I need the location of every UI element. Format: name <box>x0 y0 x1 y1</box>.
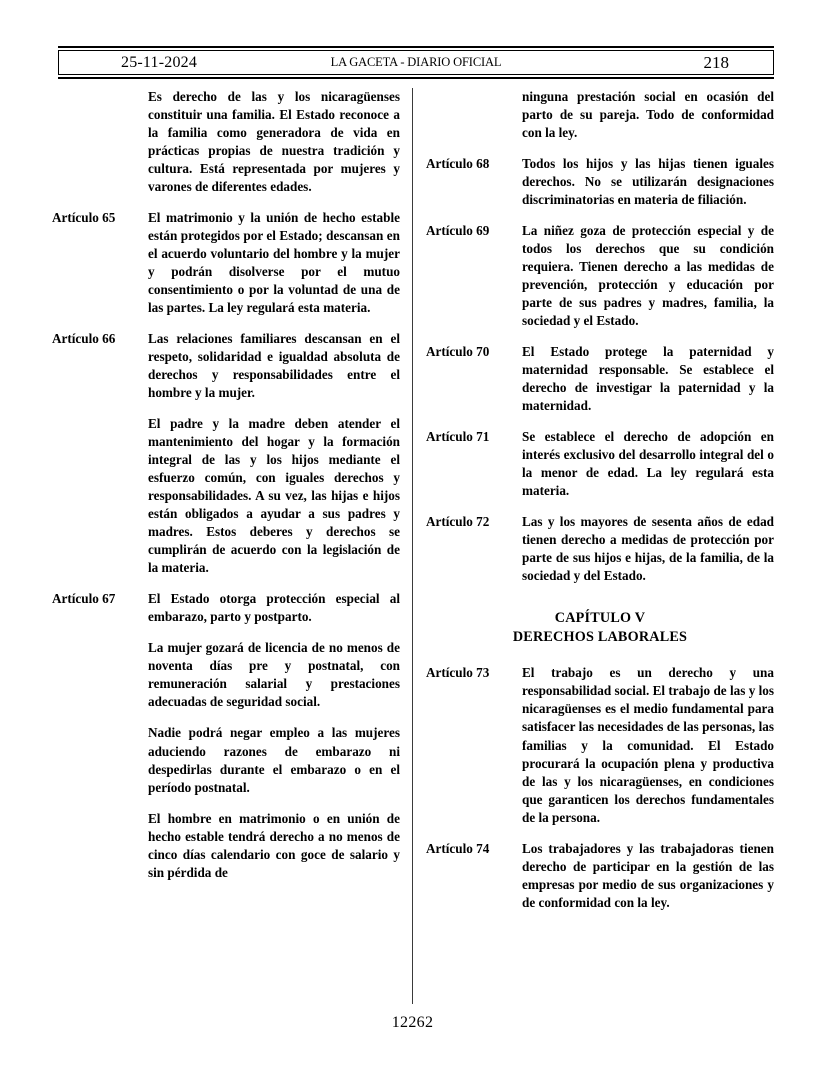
article-label: Artículo 67 <box>52 591 116 607</box>
article-paragraph: El matrimonio y la unión de hecho estable están protegidos por el Estado; descansan en el acuerdo voluntario del hombre y la mujer y podrán disolverse por el mutuo consentimiento o por la voluntad de una de las partes. La ley regulará esta materia. <box>148 210 400 316</box>
article-label: Artículo 74 <box>426 840 490 856</box>
article-label: Artículo 69 <box>426 223 490 239</box>
article-body <box>522 88 774 142</box>
article-body <box>522 428 774 500</box>
header-rule-bottom-outer <box>58 77 774 79</box>
article-body <box>148 88 400 196</box>
article-block <box>52 330 400 577</box>
article-paragraph: Se establece el derecho de adopción en interés exclusivo del desarrollo integral del o la menor de edad. La ley regulará esta materia. <box>522 429 774 499</box>
article-label: Artículo 73 <box>426 665 490 681</box>
article-paragraph: ninguna prestación social en ocasión del parto de su pareja. Todo de conformidad con la ley. <box>522 89 774 141</box>
article-block <box>426 840 774 912</box>
article-body <box>148 330 400 577</box>
article-block <box>426 664 774 826</box>
article-paragraph: Es derecho de las y los nicaragüenses constituir una familia. El Estado reconoce a la familia como generadora de vida en prácticas propias de nuestra tradición y cultura. Está representada por mujeres y varones de diferentes edades. <box>148 89 400 195</box>
article-label: Artículo 71 <box>426 429 490 445</box>
article-body <box>522 222 774 330</box>
article-body <box>522 155 774 209</box>
article-block <box>426 513 774 585</box>
article-paragraph: Nadie podrá negar empleo a las mujeres aduciendo razones de embarazo ni despedirlas durante el embarazo o en el período postnatal. <box>148 725 400 795</box>
article-body <box>148 590 400 881</box>
article-paragraph: El hombre en matrimonio o en unión de hecho estable tendrá derecho a no menos de cinco días calendario con goce de salario y sin pérdida de <box>148 810 400 880</box>
header-page-number: 218 <box>703 52 729 72</box>
article-paragraph: Los trabajadores y las trabajadoras tienen derecho de participar en la gestión de las empresas por medio de sus organizaciones y de conformidad con la ley. <box>522 840 774 910</box>
article-label: Artículo 65 <box>52 210 116 226</box>
article-paragraph: El padre y la madre deben atender el mantenimiento del hogar y la formación integral de las y los hijos mediante el esfuerzo común, con iguales derechos y responsabilidades. A su vez, las hijas e hijos están obligados a ayudar a sus padres y madres. Estos deberes y derechos se cumplirán de acuerdo con la legislación de la materia. <box>148 416 400 576</box>
article-label: Artículo 66 <box>52 331 116 347</box>
article-label: Artículo 72 <box>426 514 490 530</box>
article-block <box>52 209 400 317</box>
article-block <box>426 428 774 500</box>
article-paragraph: El trabajo es un derecho y una responsabilidad social. El trabajo de las y los nicaragüenses es el medio fundamental para satisfacer las necesidades de las personas, las familias y la comunidad. El Estado procurará la ocupación plena y productiva de las y los nicaragüenses, en condiciones que garanticen los derechos fundamentales de la persona. <box>522 665 774 825</box>
body-columns <box>52 88 774 1004</box>
article-label: Artículo 70 <box>426 344 490 360</box>
folio-number: 12262 <box>391 1014 434 1031</box>
header-publication-title: LA GACETA - DIARIO OFICIAL <box>330 55 502 69</box>
article-body <box>522 513 774 585</box>
article-body <box>522 840 774 912</box>
article-paragraph: El Estado protege la paternidad y maternidad responsable. Se establece el derecho de investigar la paternidad y la maternidad. <box>522 344 774 414</box>
article-body <box>148 209 400 317</box>
right-column <box>426 88 774 925</box>
chapter-heading <box>426 609 774 647</box>
running-header <box>58 46 774 79</box>
chapter-heading-line-2: DERECHOS LABORALES <box>512 629 688 646</box>
header-box <box>58 51 774 74</box>
article-block <box>426 222 774 330</box>
article-paragraph: Las y los mayores de sesenta años de edad tienen derecho a medidas de protección por parte de sus hijos e hijas, de la familia, de la sociedad y del Estado. <box>522 514 774 584</box>
article-paragraph: Todos los hijos y las hijas tienen iguales derechos. No se utilizarán designaciones discriminatorias en materia de filiación. <box>522 156 774 208</box>
article-block <box>52 590 400 881</box>
article-paragraph: Las relaciones familiares descansan en el respeto, solidaridad e igualdad absoluta de derechos y responsabilidades entre el hombre y la mujer. <box>148 331 400 401</box>
chapter-heading-line-1: CAPÍTULO V <box>554 610 646 627</box>
column-divider <box>412 88 413 1004</box>
article-block <box>426 343 774 415</box>
article-paragraph: El Estado otorga protección especial al embarazo, parto y postparto. <box>148 591 400 625</box>
article-label: Artículo 68 <box>426 156 490 172</box>
article-paragraph: La mujer gozará de licencia de no menos de noventa días pre y postnatal, con remuneración salarial y prestaciones adecuadas de seguridad social. <box>148 640 400 710</box>
left-column <box>52 88 400 895</box>
article-block <box>52 88 400 196</box>
article-body <box>522 664 774 826</box>
article-block <box>426 155 774 209</box>
article-paragraph: La niñez goza de protección especial y de todos los derechos que su condición requiera. Tienen derecho a las medidas de prevención, protección y educación por parte de sus padres y madres, familia, la sociedad y el Estado. <box>522 223 774 329</box>
article-body <box>522 343 774 415</box>
article-block <box>426 88 774 142</box>
header-date: 25-11-2024 <box>121 53 198 71</box>
